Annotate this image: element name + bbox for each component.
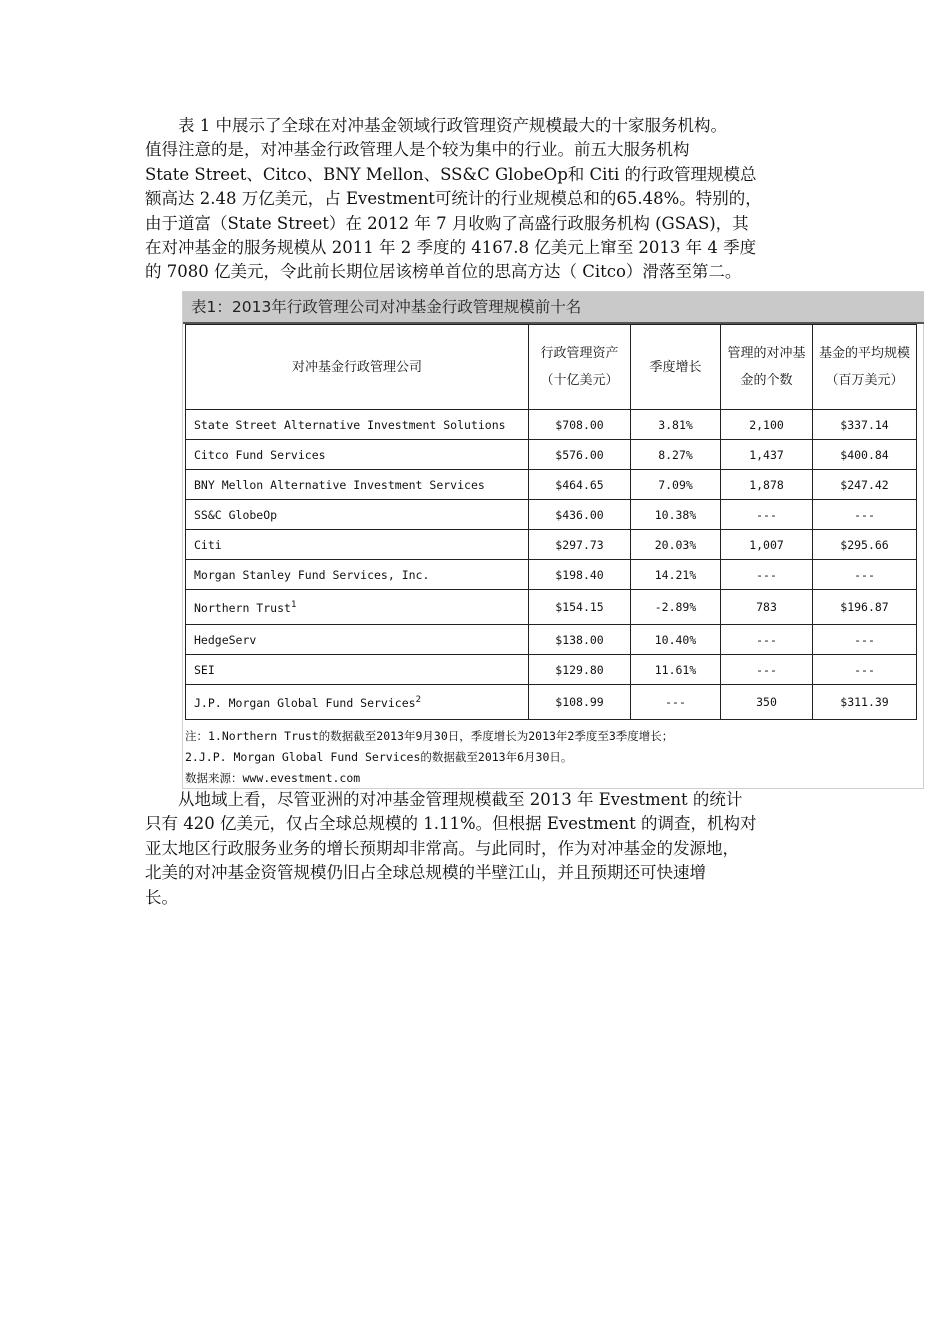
fund-count-cell-text: 350 bbox=[756, 695, 777, 709]
company-cell bbox=[186, 530, 529, 560]
average-size-cell bbox=[813, 500, 917, 530]
fund-count-cell-text: 1,878 bbox=[749, 477, 784, 492]
assets-cell-text: $708.00 bbox=[555, 417, 604, 432]
average-size-cell bbox=[813, 655, 917, 685]
fund-count-cell bbox=[721, 655, 813, 685]
assets-cell-text: $464.65 bbox=[555, 477, 604, 492]
table-row bbox=[186, 410, 917, 440]
growth-cell-text: -2.89% bbox=[654, 600, 697, 614]
average-size-cell bbox=[813, 440, 917, 470]
header-growth: 季度增长 bbox=[631, 325, 721, 410]
fund-count-cell-text: --- bbox=[756, 507, 777, 522]
average-size-cell-text: $295.66 bbox=[840, 537, 889, 552]
paragraph-line: 值得注意的是，对冲基金行政管理人是个较为集中的行业。前五大服务机构 bbox=[145, 140, 690, 160]
average-size-cell bbox=[813, 470, 917, 500]
average-size-cell-text: --- bbox=[854, 662, 875, 677]
average-size-cell-text: $311.39 bbox=[840, 695, 889, 709]
growth-cell-text: 7.09% bbox=[658, 477, 693, 492]
table-row bbox=[186, 500, 917, 530]
fund-count-cell-text: --- bbox=[756, 632, 777, 647]
average-size-cell bbox=[813, 590, 917, 625]
table-row bbox=[186, 440, 917, 470]
table-row bbox=[186, 625, 917, 655]
fund-count-cell-text: 2,100 bbox=[749, 417, 784, 432]
fund-count-cell-text: 1,437 bbox=[749, 447, 784, 462]
fund-count-cell bbox=[721, 530, 813, 560]
growth-cell bbox=[631, 685, 721, 720]
regional-paragraph bbox=[145, 788, 817, 910]
growth-cell-text: 20.03% bbox=[654, 537, 697, 552]
table-notes bbox=[185, 726, 915, 789]
company-cell-text: State Street Alternative Investment Solutions bbox=[194, 417, 506, 432]
fund-count-cell bbox=[721, 590, 813, 625]
assets-cell bbox=[529, 655, 631, 685]
growth-cell bbox=[631, 590, 721, 625]
paragraph-line: 亚太地区行政服务业务的增长预期却非常高。与此同时，作为对冲基金的发源地， bbox=[145, 838, 739, 858]
footnote-marker: 1 bbox=[290, 599, 297, 610]
fund-count-cell bbox=[721, 440, 813, 470]
assets-cell bbox=[529, 685, 631, 720]
growth-cell bbox=[631, 440, 721, 470]
company-cell-text: Citco Fund Services bbox=[194, 447, 326, 462]
assets-cell bbox=[529, 500, 631, 530]
average-size-cell-text: $196.87 bbox=[840, 600, 889, 614]
company-cell bbox=[186, 590, 529, 625]
footnote-marker: 2 bbox=[415, 694, 421, 705]
assets-cell bbox=[529, 590, 631, 625]
fund-count-cell bbox=[721, 470, 813, 500]
paragraph-line: State Street、Citco、BNY Mellon、SS&C GlobeOp和 Citi 的行政管理规模总 bbox=[145, 164, 757, 184]
header-fund-count: 管理的对冲基金的个数 bbox=[721, 325, 813, 410]
growth-cell-text: 10.40% bbox=[654, 632, 697, 647]
assets-cell-text: $108.99 bbox=[555, 695, 604, 709]
average-size-cell-text: --- bbox=[854, 632, 875, 647]
average-size-cell-text: --- bbox=[854, 567, 875, 582]
header-assets: 行政管理资产（十亿美元） bbox=[529, 325, 631, 410]
table-row bbox=[186, 685, 917, 720]
intro-paragraph bbox=[145, 114, 817, 285]
company-cell bbox=[186, 655, 529, 685]
average-size-cell bbox=[813, 410, 917, 440]
company-cell-text: BNY Mellon Alternative Investment Services bbox=[194, 477, 485, 492]
company-cell bbox=[186, 560, 529, 590]
average-size-cell bbox=[813, 560, 917, 590]
paragraph-line: 额高达 2.48 万亿美元，占 Evestment可统计的行业规模总和的65.48%。特别的， bbox=[145, 189, 762, 209]
fund-count-cell bbox=[721, 500, 813, 530]
average-size-cell-text: --- bbox=[854, 507, 875, 522]
average-size-cell-text: $337.14 bbox=[840, 417, 889, 432]
company-cell-text: SS&C GlobeOp bbox=[194, 507, 278, 522]
paragraph-line: 只有 420 亿美元，仅占全球总规模的 1.11%。但根据 Evestment 的调查，机构对 bbox=[145, 814, 757, 834]
average-size-cell bbox=[813, 685, 917, 720]
assets-cell-text: $154.15 bbox=[555, 600, 604, 614]
company-cell bbox=[186, 500, 529, 530]
paragraph-line: 的 7080 亿美元，令此前长期位居该榜单首位的思高方达（ Citco）滑落至第二。 bbox=[145, 262, 742, 282]
assets-cell-text: $198.40 bbox=[555, 567, 604, 582]
table-header-row bbox=[186, 325, 917, 410]
paragraph-line: 北美的对冲基金资管规模仍旧占全球总规模的半壁江山，并且预期还可快速增 bbox=[145, 863, 706, 883]
assets-cell bbox=[529, 440, 631, 470]
average-size-cell bbox=[813, 530, 917, 560]
assets-cell bbox=[529, 560, 631, 590]
growth-cell bbox=[631, 500, 721, 530]
fund-count-cell-text: --- bbox=[756, 567, 777, 582]
fund-count-cell bbox=[721, 560, 813, 590]
assets-cell bbox=[529, 530, 631, 560]
assets-cell-text: $129.80 bbox=[555, 662, 604, 677]
company-cell-text: HedgeServ bbox=[194, 632, 257, 647]
assets-cell bbox=[529, 470, 631, 500]
assets-cell-text: $297.73 bbox=[555, 537, 604, 552]
company-cell bbox=[186, 685, 529, 720]
company-cell-text: Northern Trust bbox=[194, 600, 291, 615]
growth-cell-text: 14.21% bbox=[654, 567, 697, 582]
fund-count-cell-text: --- bbox=[756, 662, 777, 677]
average-size-cell bbox=[813, 625, 917, 655]
fund-count-cell-text: 1,007 bbox=[749, 537, 784, 552]
growth-cell bbox=[631, 410, 721, 440]
note-2: 2.J.P. Morgan Global Fund Services的数据截至2013年6月30日。 bbox=[185, 750, 573, 764]
fund-count-cell-text: 783 bbox=[756, 600, 777, 614]
table-row bbox=[186, 655, 917, 685]
table-caption: 表1：2013年行政管理公司对冲基金行政管理规模前十名 bbox=[183, 292, 924, 324]
company-cell bbox=[186, 625, 529, 655]
average-size-cell-text: $400.84 bbox=[840, 447, 889, 462]
assets-cell bbox=[529, 625, 631, 655]
company-cell-text: Morgan Stanley Fund Services, Inc. bbox=[194, 567, 430, 582]
company-cell-text: J.P. Morgan Global Fund Services bbox=[194, 695, 416, 710]
header-company: 对冲基金行政管理公司 bbox=[186, 325, 529, 410]
assets-cell bbox=[529, 410, 631, 440]
fund-count-cell bbox=[721, 685, 813, 720]
paragraph-line: 由于道富（State Street）在 2012 年 7 月收购了高盛行政服务机构 (GSAS)，其 bbox=[145, 213, 749, 233]
table-row bbox=[186, 560, 917, 590]
table-row bbox=[186, 590, 917, 625]
header-average-size: 基金的平均规模（百万美元） bbox=[813, 325, 917, 410]
company-cell bbox=[186, 470, 529, 500]
paragraph-line: 从地域上看，尽管亚洲的对冲基金管理规模截至 2013 年 Evestment 的统计 bbox=[145, 790, 743, 809]
table-figure bbox=[182, 291, 924, 789]
data-source: 数据来源：www.evestment.com bbox=[185, 771, 361, 785]
table-row bbox=[186, 530, 917, 560]
ranking-table bbox=[185, 324, 917, 720]
assets-cell-text: $436.00 bbox=[555, 507, 604, 522]
company-cell bbox=[186, 440, 529, 470]
growth-cell-text: 10.38% bbox=[654, 507, 697, 522]
growth-cell bbox=[631, 655, 721, 685]
growth-cell-text: 3.81% bbox=[658, 417, 693, 432]
growth-cell bbox=[631, 470, 721, 500]
company-cell-text: Citi bbox=[194, 537, 222, 552]
assets-cell-text: $576.00 bbox=[555, 447, 604, 462]
company-cell bbox=[186, 410, 529, 440]
growth-cell-text: 8.27% bbox=[658, 447, 693, 462]
table-row bbox=[186, 470, 917, 500]
assets-cell-text: $138.00 bbox=[555, 632, 604, 647]
fund-count-cell bbox=[721, 410, 813, 440]
paragraph-line: 长。 bbox=[145, 887, 178, 907]
growth-cell-text: --- bbox=[665, 695, 686, 709]
growth-cell bbox=[631, 530, 721, 560]
growth-cell bbox=[631, 625, 721, 655]
paragraph-line: 表 1 中展示了全球在对冲基金领域行政管理资产规模最大的十家服务机构。 bbox=[145, 116, 727, 135]
paragraph-line: 在对冲基金的服务规模从 2011 年 2 季度的 4167.8 亿美元上窜至 2013 年 4 季度 bbox=[145, 238, 757, 258]
growth-cell bbox=[631, 560, 721, 590]
company-cell-text: SEI bbox=[194, 662, 215, 677]
fund-count-cell bbox=[721, 625, 813, 655]
growth-cell-text: 11.61% bbox=[654, 662, 697, 677]
note-1: 注：1.Northern Trust的数据截至2013年9月30日，季度增长为2013年2季度至3季度增长； bbox=[185, 729, 674, 743]
average-size-cell-text: $247.42 bbox=[840, 477, 889, 492]
